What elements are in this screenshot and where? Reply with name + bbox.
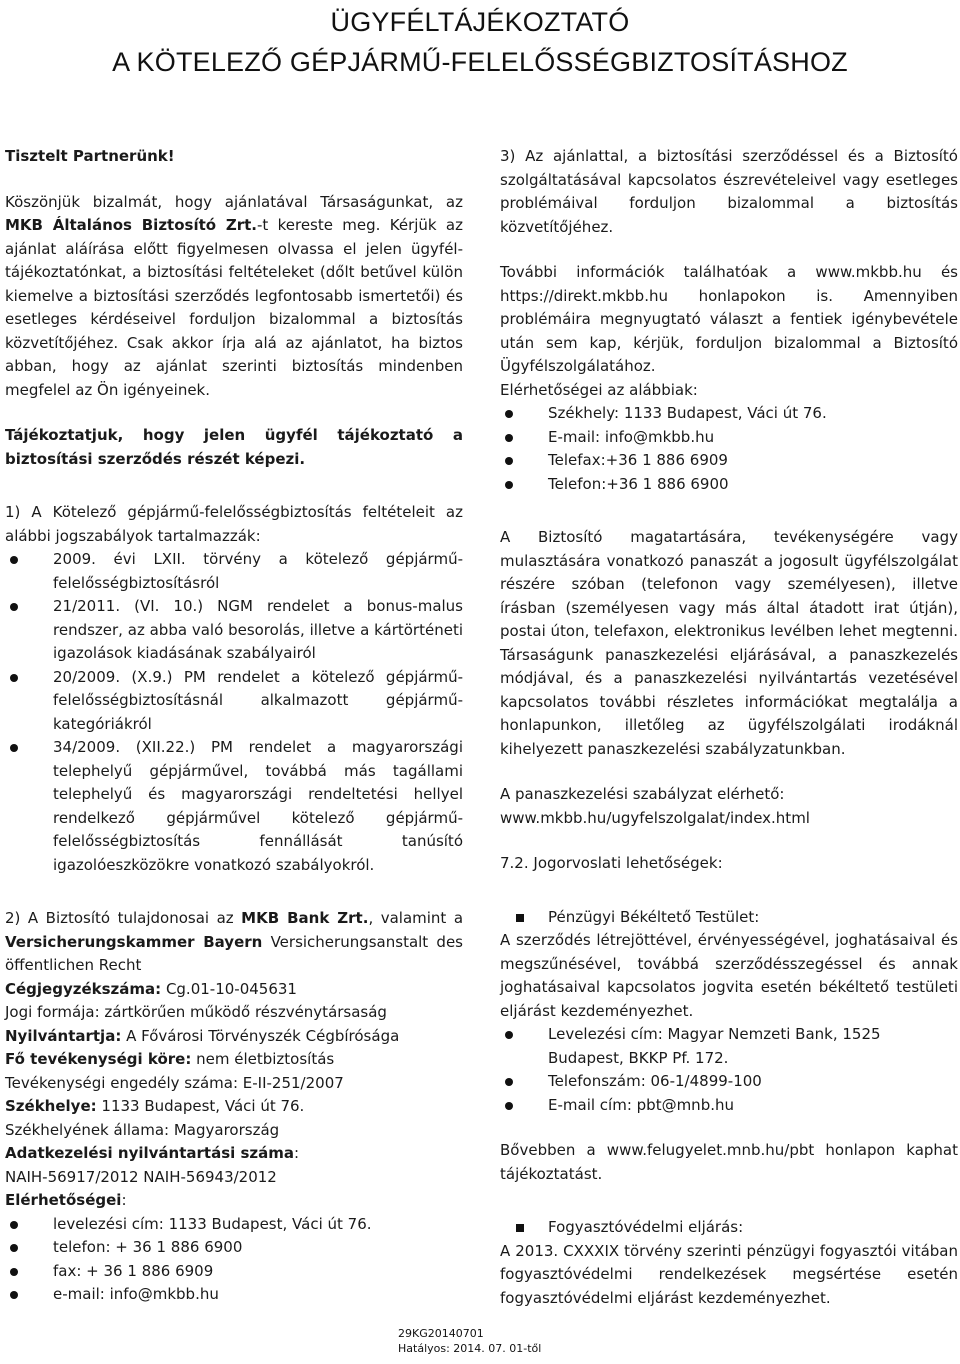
list-item: E-mail: info@mkbb.hu <box>500 426 958 450</box>
section-1-intro: 1) A Kötelező gépjármű-felelősségbiztosítás feltételeit az alábbi jogszabályok tartalmazzák: <box>5 503 463 545</box>
consumer-text: A 2013. CXXXIX törvény szerinti pénzügyi fogyasztói vitában fogyasztóvédelmi rendelkezések megsértése esetén fogyasztóvédelmi eljárást kezdeményezhet. <box>500 1241 958 1307</box>
list-item: fax: + 36 1 886 6909 <box>5 1260 463 1284</box>
legal-form: Jogi formája: zártkörűen működő részvénytársaság <box>5 1003 387 1021</box>
data-registration-label: Adatkezelési nyilvántartási száma: <box>5 1144 300 1162</box>
intro-paragraph: Köszönjük bizalmát, hogy ajánlatával Társaságunkat, az MKB Általános Biztosító Zrt.-t kereste meg. Kérjük az ajánlat aláírása előtt figyelmesen olvassa el jelen ügyfél-tájékoztatónkat, a biztosítási feltételeket (dőlt betűvel külön kiemelve a biztosítási szerződés legfontosabb ismertetői) és esetleges kérdéseivel forduljon bizalommal a biztosítás közvetítőjéhez. Csak akkor írja alá az ajánlatot, ha biztos abban, hogy az ajánlat szerinti biztosítás mindenben megfelel az Ön igényeinek. <box>5 192 463 399</box>
list-item: E-mail cím: pbt@mnb.hu <box>500 1094 958 1118</box>
list-item: 34/2009. (XII.22.) PM rendelet a magyarországi telephelyű gépjárművel, továbbá más tagállami telephelyű és magyarországi rendeltetési hellyel rendelkező gépjárművel kötelező gépjármű-felelősségbiztosítás fennállását tanúsító igazolóeszközökre vonatkozó szabályokról. <box>5 736 463 877</box>
document-title <box>0 2 960 82</box>
list-item: 21/2011. (VI. 10.) NGM rendelet a bonus-malus rendszer, az abba való besorolás, illetve a kártörténeti igazolások kiadásának szabályairól <box>5 595 463 666</box>
consumer-title: Fogyasztóvédelmi eljárás: <box>500 1216 958 1240</box>
board-text: A szerződés létrejöttével, érvényességével, joghatásaival és megszűnésével, továbbá szerződésszegéssel és annak joghatásaival kapcsolatos jogvita esetén békéltető testületi eljárást kezdeményezhet. <box>500 931 958 1020</box>
section-2-owners: 2) A Biztosító tulajdonosai az MKB Bank Zrt., valamint a Versicherungskammer Bayern Versicherungsanstalt des öffentlichen Recht <box>5 909 464 974</box>
policy-label: A panaszkezelési szabályzat elérhető: <box>500 785 785 803</box>
registry: Nyilvántartja: A Fővárosi Törvényszék Cégbírósága <box>5 1026 400 1045</box>
title-line-1: ÜGYFÉLTÁJÉKOZTATÓ <box>330 7 630 37</box>
more-info: További információk találhatóak a www.mkbb.hu és https://direkt.mkbb.hu honlapokon is. Amennyiben problémáira megnyugtató választ a fentiek igénybevétele után sem kap, kérjük, forduljon bizalommal a Biztosító Ügyfélszolgálatához. <box>500 263 958 375</box>
contact-list <box>5 1213 463 1307</box>
board-title: Pénzügyi Békéltető Testület: <box>500 906 958 930</box>
document-code: 29KG20140701 <box>398 1327 484 1340</box>
board-contact-list <box>500 1023 958 1117</box>
reach-list <box>500 402 958 496</box>
data-registration-value: NAIH-56917/2012 NAIH-56943/2012 <box>5 1167 277 1186</box>
contact-label: Elérhetőségei: <box>5 1191 127 1209</box>
validity-date: Hatályos: 2014. 07. 01-től <box>398 1342 542 1355</box>
seat: Székhelye: 1133 Budapest, Váci út 76. <box>5 1097 305 1115</box>
company-name: MKB Általános Biztosító Zrt. <box>5 216 257 234</box>
title-line-2: A KÖTELEZŐ GÉPJÁRMŰ-FELELŐSSÉGBIZTOSÍTÁSHOZ <box>112 47 848 77</box>
contract-notice: Tájékoztatjuk, hogy jelen ügyfél tájékoztató a biztosítási szerződés részét képezi. <box>5 426 463 468</box>
list-item: Telefax:+36 1 886 6909 <box>500 449 958 473</box>
list-item: Levelezési cím: Magyar Nemzeti Bank, 1525 Budapest, BKKP Pf. 172. <box>500 1023 958 1070</box>
main-activity: Fő tevékenységi köre: nem életbiztosítás <box>5 1050 335 1068</box>
list-item: telefon: + 36 1 886 6900 <box>5 1236 463 1260</box>
board-more: Bővebben a www.felugyelet.mnb.hu/pbt honlapon kaphat tájékoztatást. <box>500 1141 958 1183</box>
list-item: 20/2009. (X.9.) PM rendelet a kötelező gépjármű-felelősségbiztosításnál alkalmazott gépjármű-kategóriákról <box>5 666 463 737</box>
reach-label: Elérhetőségei az alábbiak: <box>500 380 698 399</box>
list-item: e-mail: info@mkbb.hu <box>5 1283 463 1307</box>
legislation-list <box>5 548 463 877</box>
section-3: 3) Az ajánlattal, a biztosítási szerződéssel és a Biztosító szolgáltatásával kapcsolatos észrevételeivel vagy esetleges problémáival forduljon bizalommal a biztosítás közvetítőjéhez. <box>500 147 958 236</box>
license-number: Tevékenységi engedély száma: E-II-251/2007 <box>5 1073 344 1092</box>
footer <box>398 1326 541 1356</box>
left-column <box>5 145 463 1307</box>
complaint-paragraph: A Biztosító magatartására, tevékenységére vagy mulasztására vonatkozó panaszát a jogosult ügyfélszolgálat részére szóban (telefonon vagy személyesen), illetve írásban (személyesen vagy más által átadott irat útján), postai úton, telefaxon, elektronikus levélben lehet megtenni. Társaságunk panaszkezelési eljárásával, a panaszkezelés módjával, és a panaszkezelési nyilvántartás vezetésével kapcsolatos további részletes információkat megtalálja a honlapunkon, illetőleg az ügyfélszolgálati irodáknál kihelyezett panaszkezelési szabályzatunkban. <box>500 528 958 758</box>
greeting: Tisztelt Partnerünk! <box>5 147 175 165</box>
registration-number: Cégjegyzékszáma: Cg.01-10-045631 <box>5 979 297 998</box>
list-item: Székhely: 1133 Budapest, Váci út 76. <box>500 402 958 426</box>
list-item: levelezési cím: 1133 Budapest, Váci út 76. <box>5 1213 463 1237</box>
policy-url: www.mkbb.hu/ugyfelszolgalat/index.html <box>500 808 810 827</box>
list-item: Telefonszám: 06-1/4899-100 <box>500 1070 958 1094</box>
list-item: 2009. évi LXII. törvény a kötelező gépjármű-felelősségbiztosításról <box>5 548 463 595</box>
right-column <box>500 145 958 1310</box>
remedy-heading: 7.2. Jogorvoslati lehetőségek: <box>500 854 723 872</box>
list-item: Telefon:+36 1 886 6900 <box>500 473 958 497</box>
seat-state: Székhelyének állama: Magyarország <box>5 1120 280 1139</box>
